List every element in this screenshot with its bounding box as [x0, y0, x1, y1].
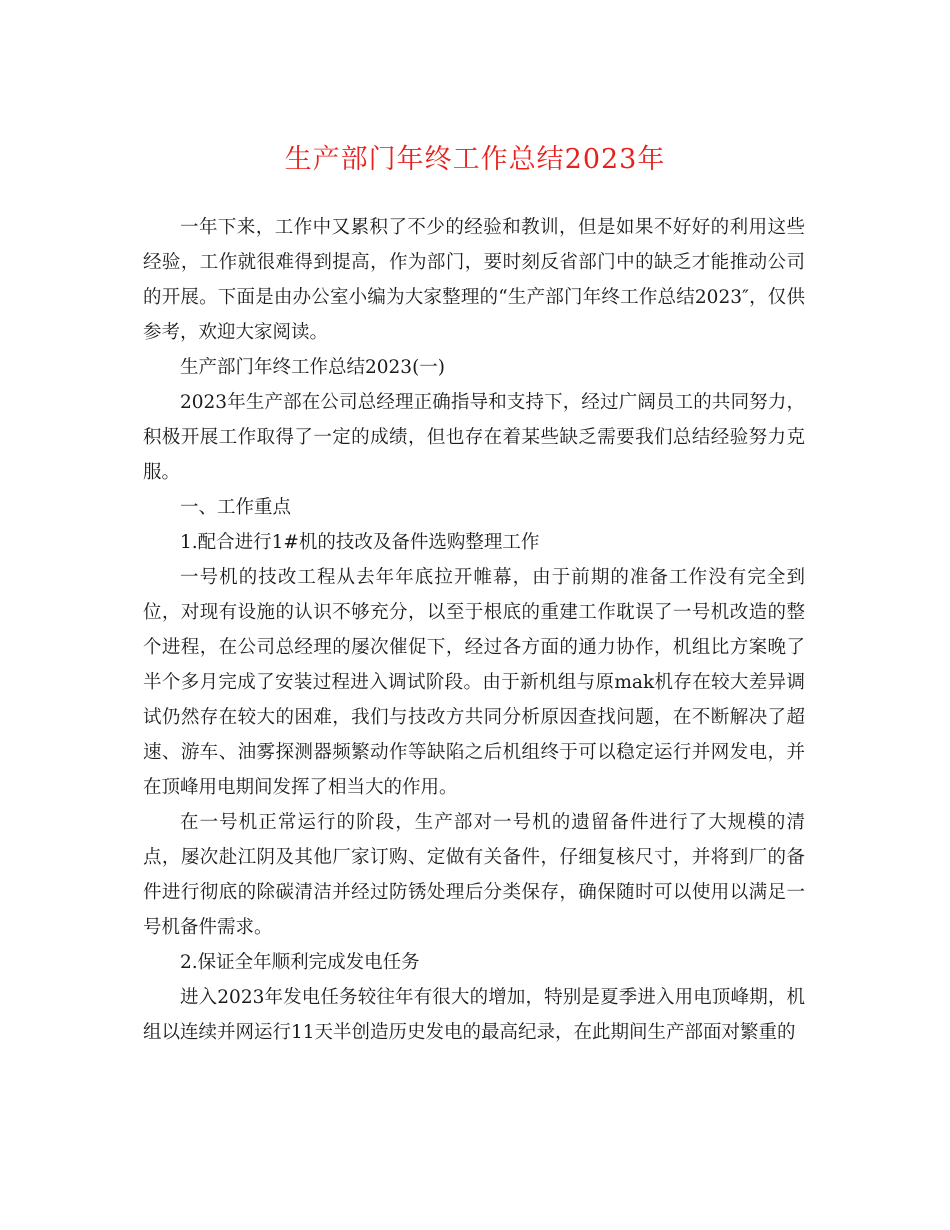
- intro-paragraph: 一年下来，工作中又累积了不少的经验和教训，但是如果不好好的利用这些经验，工作就很难得到提高，作为部门，要时刻反省部门中的缺乏才能推动公司的开展。下面是由办公室小编为大家整理的“生产部门年终工作总结2023″，仅供参考，欢迎大家阅读。: [143, 217, 805, 343]
- subheading: 2.保证全年顺利完成发电任务: [180, 952, 420, 973]
- body-paragraph: 2023年生产部在公司总经理正确指导和支持下，经过广阔员工的共同努力，积极开展工作取得了一定的成绩，但也存在着某些缺乏需要我们总结经验努力克服。: [143, 392, 805, 483]
- body-paragraph: 进入2023年发电任务较往年有很大的增加，特别是夏季进入用电顶峰期，机组以连续并网运行11天半创造历史发电的最高纪录，在此期间生产部面对繁重的: [143, 987, 805, 1043]
- body-paragraph: 一号机的技改工程从去年年底拉开帷幕，由于前期的准备工作没有完全到位，对现有设施的认识不够充分，以至于根底的重建工作耽误了一号机改造的整个进程，在公司总经理的屡次催促下，经过各方面的通力协作，机组比方案晚了半个多月完成了安装过程进入调试阶段。由于新机组与原mak机存在较大差异调试仍然存在较大的困难，我们与技改方共同分析原因查找问题，在不断解决了超速、游车、油雾探测器频繁动作等缺陷之后机组终于可以稳定运行并网发电，并在顶峰用电期间发挥了相当大的作用。: [143, 567, 805, 798]
- section-heading: 生产部门年终工作总结2023(一): [180, 357, 446, 378]
- document-title: 生产部门年终工作总结2023年: [284, 144, 666, 175]
- document-body: [143, 210, 805, 1050]
- subheading: 一、工作重点: [180, 497, 292, 518]
- subheading: 1.配合进行1#机的技改及备件选购整理工作: [180, 532, 540, 553]
- body-paragraph: 在一号机正常运行的阶段，生产部对一号机的遗留备件进行了大规模的清点，屡次赴江阴及其他厂家订购、定做有关备件，仔细复核尺寸，并将到厂的备件进行彻底的除碳清洁并经过防锈处理后分类保存，确保随时可以使用以满足一号机备件需求。: [143, 812, 805, 938]
